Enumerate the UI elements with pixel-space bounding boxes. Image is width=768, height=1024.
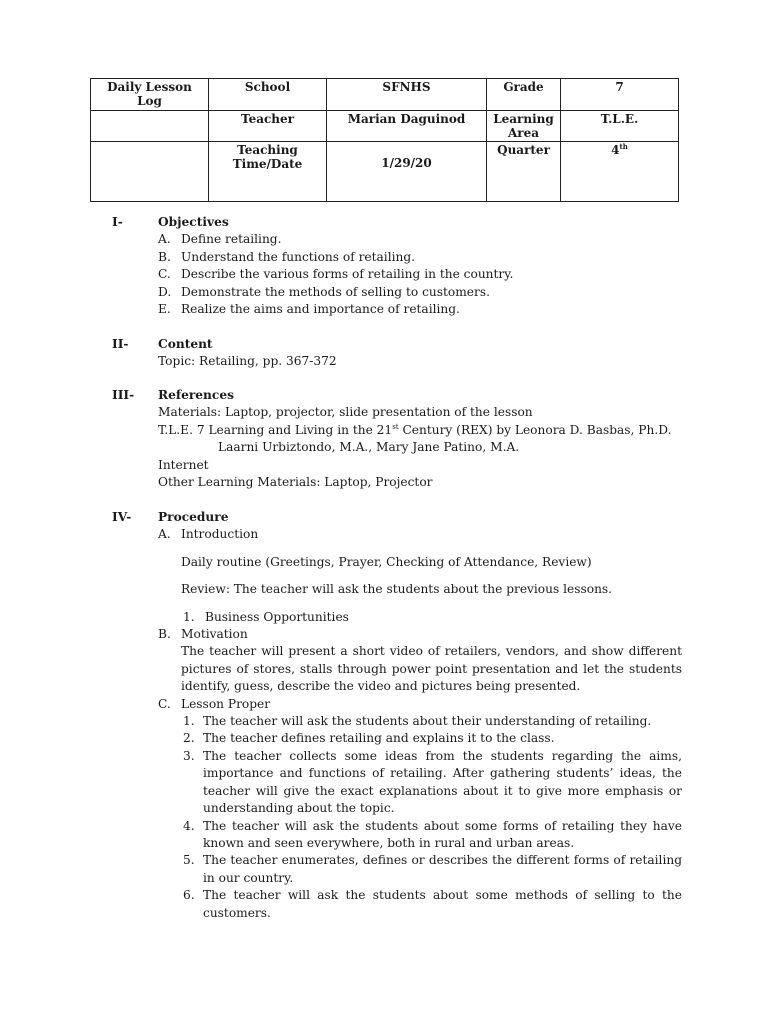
lesson-log-header-table <box>90 78 679 202</box>
quarter-number: 4 <box>611 143 620 157</box>
other-materials-text: Other Learning Materials: Laptop, Projector <box>158 475 433 490</box>
daily-routine-text: Daily routine (Greetings, Prayer, Checking of Attendance, Review) <box>181 554 592 569</box>
list-item: 1. Business Opportunities <box>183 609 349 624</box>
materials-text: Materials: Laptop, projector, slide presentation of the lesson <box>158 405 533 420</box>
date-value-cell: 1/29/20 <box>327 142 487 202</box>
section-title: Content <box>158 337 213 351</box>
list-item: 4. The teacher will ask the students about some forms of retailing they have known and seen everywhere, both in rural and urban areas. <box>183 818 682 850</box>
list-item: C. Lesson Proper <box>158 696 271 711</box>
teaching-time-label-cell: Teaching Time/Date <box>209 142 327 202</box>
book-reference: T.L.E. 7 Learning and Living in the 21st Century (REX) by Leonora D. Basbas, Ph.D. <box>158 422 672 437</box>
section-number: III- <box>112 388 135 402</box>
table-row <box>91 79 679 111</box>
list-item: E. Realize the aims and importance of retailing. <box>158 302 460 317</box>
empty-cell <box>91 111 209 142</box>
topic-text: Topic: Retailing, pp. 367-372 <box>158 354 337 369</box>
teacher-value-cell: Marian Daguinod <box>327 111 487 142</box>
list-item: 3. The teacher collects some ideas from the students regarding the aims, importance and functions of retailing. After gathering students’ ideas, the teacher will give the exact explanations about it to give more emphasis or understanding about the topic. <box>183 748 682 816</box>
table-row <box>91 142 679 202</box>
list-item: A. Define retailing. <box>158 232 282 247</box>
list-item: 5. The teacher enumerates, defines or describes the different forms of retailing in our country. <box>183 853 682 885</box>
list-item: D. Demonstrate the methods of selling to customers. <box>158 284 490 299</box>
quarter-value-cell <box>561 142 679 202</box>
list-item: B. Motivation <box>158 627 248 642</box>
grade-value-cell: 7 <box>561 79 679 111</box>
quarter-label-cell: Quarter <box>487 142 561 202</box>
learning-area-label-cell: Learning Area <box>487 111 561 142</box>
section-number: II- <box>112 337 129 351</box>
school-value-cell: SFNHS <box>327 79 487 111</box>
motivation-text: The teacher will present a short video of retailers, vendors, and show different pictures of stores, stalls through power point presentation and let the students identify, guess, describe the video and pictures being presented. <box>181 644 682 694</box>
list-item: 6. The teacher will ask the students about some methods of selling to the customers. <box>183 888 682 920</box>
section-title: Procedure <box>158 510 229 524</box>
section-title: References <box>158 388 234 402</box>
empty-cell <box>91 142 209 202</box>
list-item: 2. The teacher defines retailing and explains it to the class. <box>183 731 555 746</box>
school-label-cell: School <box>209 79 327 111</box>
list-item: A. Introduction <box>158 527 259 542</box>
grade-label-cell: Grade <box>487 79 561 111</box>
section-title: Objectives <box>158 215 229 229</box>
review-text: Review: The teacher will ask the students about the previous lessons. <box>181 582 613 597</box>
list-item: 1. The teacher will ask the students about their understanding of retailing. <box>183 714 652 729</box>
teacher-label-cell: Teacher <box>209 111 327 142</box>
learning-area-value-cell: T.L.E. <box>561 111 679 142</box>
list-item: C. Describe the various forms of retailing in the country. <box>158 267 514 282</box>
section-number: I- <box>112 215 123 229</box>
daily-lesson-log-cell: Daily Lesson Log <box>91 79 209 111</box>
book-authors: Laarni Urbiztondo, M.A., Mary Jane Patino, M.A. <box>218 440 520 455</box>
quarter-suffix: th <box>619 142 628 151</box>
table-row <box>91 111 679 142</box>
section-number: IV- <box>112 510 132 524</box>
internet-text: Internet <box>158 457 209 472</box>
list-item: B. Understand the functions of retailing. <box>158 249 416 264</box>
